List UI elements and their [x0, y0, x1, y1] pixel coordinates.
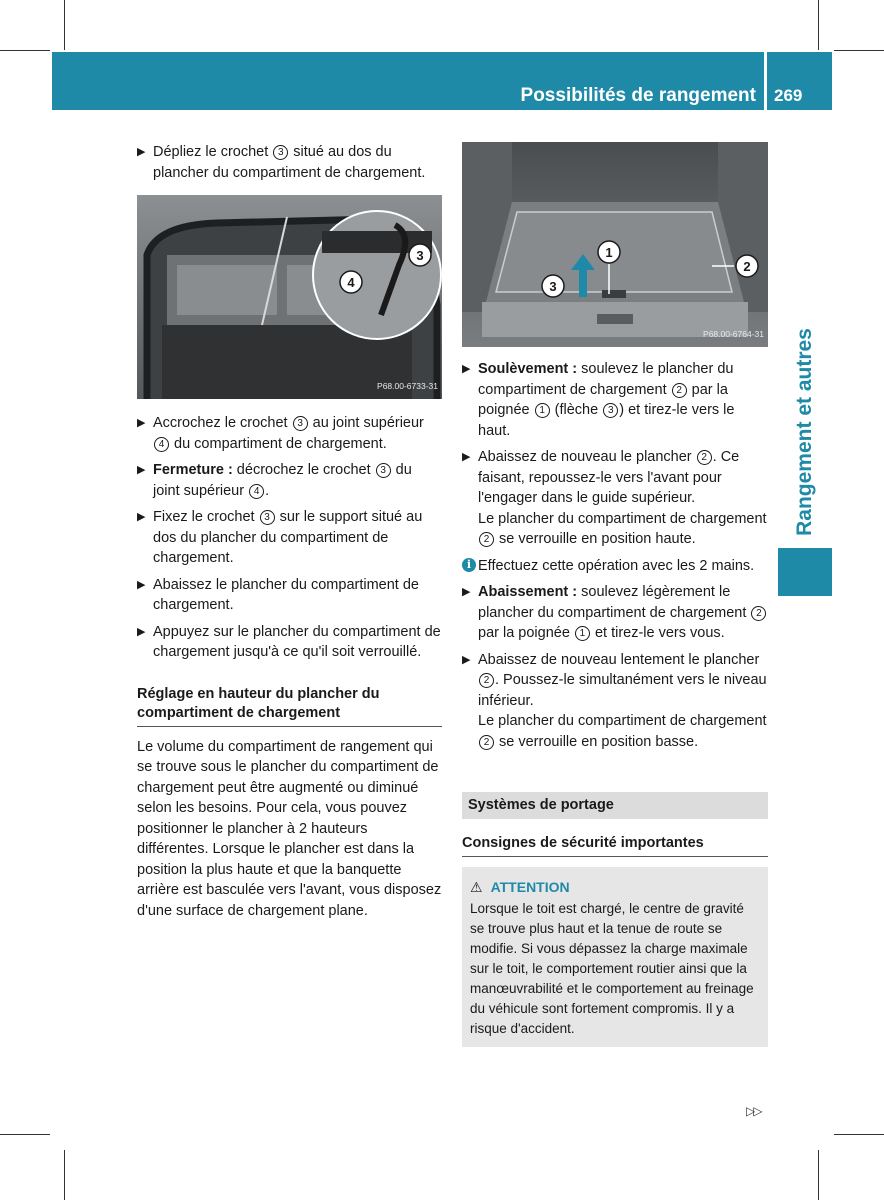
callout-3: 3 — [416, 248, 424, 263]
step-arrow-icon: ▶ — [137, 146, 146, 158]
step-arrow-icon: ▶ — [137, 511, 146, 523]
info-icon: i — [462, 558, 476, 572]
callout-number: 2 — [479, 532, 494, 547]
right-column — [462, 142, 768, 1047]
figure-code: P68.00-6733-31 — [377, 380, 438, 391]
figure-cargo-floor — [462, 142, 768, 347]
callout-3: 3 — [549, 279, 557, 294]
figure-hook-seal — [137, 195, 442, 399]
step-arrow-icon: ▶ — [462, 653, 471, 666]
step-lowering: ▶ Abaissement : soulevez légèrement le plancher du compartiment de chargement 2 par la poignée 1 et tirez-le vers vous. — [462, 582, 768, 644]
callout-number: 1 — [575, 626, 590, 641]
step-lower-again: ▶ Abaissez de nouveau le plancher 2 . Ce faisant, repoussez-le vers l'avant pour l'engager dans le guide supérieur. Le plancher du compartiment de chargement 2 se verrouille en position haute. — [462, 449, 767, 547]
step-arrow-icon: ▶ — [137, 578, 146, 591]
warning-text: Lorsque le toit est chargé, le centre de gravité se trouve plus haut et la tenue de route se modifie. Si vous dépassez la charge maximale sur le toit, le comportement routier ainsi que la manœuvrabilité et le comportement au freinage du véhicule sont fortement compromis. Il y a risque d'accident. — [470, 901, 754, 1036]
left-column — [137, 142, 442, 921]
callout-number: 1 — [535, 403, 550, 418]
step-press-floor: ▶ Appuyez sur le plancher du compartiment de chargement jusqu'à ce qu'il soit verrouillé. — [137, 623, 441, 660]
callout-number: 2 — [751, 606, 766, 621]
crop-mark — [818, 1150, 819, 1200]
page-title: Possibilités de rangement — [520, 85, 756, 106]
callout-number: 3 — [376, 463, 391, 478]
callout-number: 4 — [249, 484, 264, 499]
header-divider — [764, 52, 767, 110]
crop-mark — [834, 50, 884, 51]
callout-number: 2 — [697, 450, 712, 465]
section-heading: Réglage en hauteur du plancher du compartiment de chargement — [137, 685, 442, 727]
callout-number: 2 — [672, 383, 687, 398]
callout-1: 1 — [605, 245, 613, 260]
step-closing: ▶ Fermeture : décrochez le crochet 3 du joint supérieur 4 . — [137, 462, 412, 499]
step-unfold-hook: ▶ Dépliez le crochet 3 situé au dos du plancher du compartiment de chargement. — [137, 144, 426, 181]
step-arrow-icon: ▶ — [137, 417, 146, 429]
crop-mark — [834, 1134, 884, 1135]
page-number: 269 — [774, 86, 803, 105]
crop-mark — [0, 1134, 50, 1135]
figure-code: P68.00-6764-31 — [703, 328, 764, 339]
callout-number: 3 — [273, 145, 288, 160]
callout-2: 2 — [743, 259, 751, 274]
step-attach-hook: ▶ Accrochez le crochet 3 au joint supérieur 4 du compartiment de chargement. — [137, 415, 424, 452]
crop-mark — [64, 1150, 65, 1200]
step-arrow-icon: ▶ — [462, 586, 471, 598]
body-paragraph: Le volume du compartiment de rangement qui se trouve sous le plancher du compartiment de chargement peut être augmenté ou diminué selon les besoins. Pour cela, vous pouvez positionner le plancher à 2 hauteurs différentes. Lorsque le plancher est dans la position la plus haute et que la banquette arrière est basculée vers l'avant, vous disposez d'une surface de chargement plane. — [137, 738, 442, 919]
warning-triangle-icon: ⚠ — [470, 879, 483, 895]
warning-title: ⚠ ATTENTION — [470, 879, 570, 895]
callout-4: 4 — [347, 275, 355, 290]
side-tab-block — [778, 548, 832, 596]
crop-mark — [0, 50, 50, 51]
step-arrow-icon: ▶ — [137, 625, 146, 638]
step-fix-hook: ▶ Fixez le crochet 3 sur le support situé au dos du plancher du compartiment de chargement. — [137, 509, 423, 566]
sub-heading-safety: Consignes de sécurité importantes — [462, 833, 768, 858]
crop-mark — [64, 0, 65, 50]
step-arrow-icon: ▶ — [462, 451, 471, 463]
warning-box — [462, 867, 768, 1047]
step-raising: ▶ Soulèvement : soulevez le plancher du compartiment de chargement 2 par la poignée 1 (flèche 3 ) et tirez-le vers le haut. — [462, 361, 735, 439]
figure-hook-seal-image — [137, 195, 442, 399]
step-arrow-icon: ▶ — [137, 464, 146, 476]
callout-number: 2 — [479, 673, 494, 688]
side-tab-label: Rangement et autres — [793, 328, 816, 536]
callout-number: 3 — [603, 403, 618, 418]
step-lower-floor: ▶ Abaissez le plancher du compartiment de chargement. — [137, 576, 419, 613]
figure-cargo-floor-image — [462, 142, 768, 347]
step-lower-slowly: ▶ Abaissez de nouveau lentement le plancher 2 . Poussez-le simultanément vers le niveau inférieur. Le plancher du compartiment de chargement 2 se verrouille en position basse. — [462, 651, 767, 750]
callout-number: 3 — [293, 416, 308, 431]
callout-number: 4 — [154, 437, 169, 452]
crop-mark — [818, 0, 819, 50]
callout-number: 3 — [260, 510, 275, 525]
section-bar-roof-systems: Systèmes de portage — [462, 792, 768, 819]
step-arrow-icon: ▶ — [462, 363, 471, 375]
callout-number: 2 — [479, 735, 494, 750]
continue-arrows-icon: ▷▷ — [746, 1104, 761, 1118]
info-note: i Effectuez cette opération avec les 2 mains. — [462, 556, 768, 577]
